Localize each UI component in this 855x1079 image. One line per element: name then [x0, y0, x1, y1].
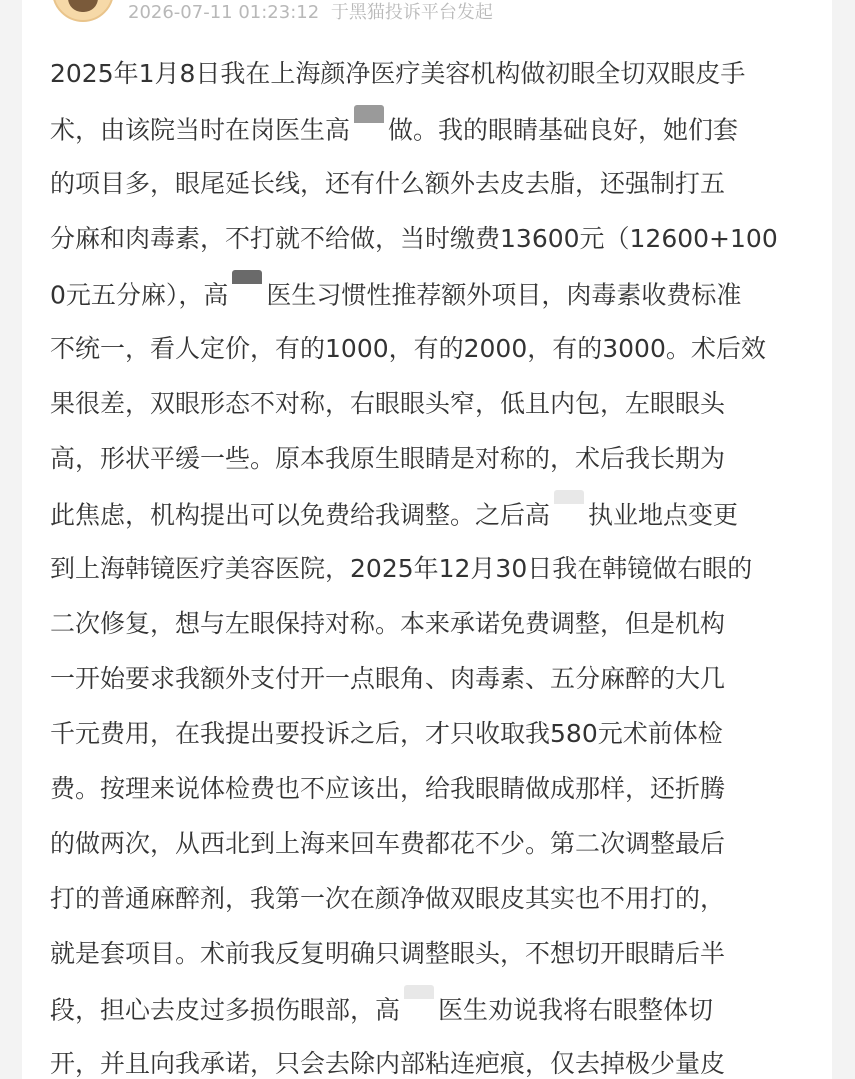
avatar-face — [68, 0, 98, 12]
body-line-text: 医生劝说我将右眼整体切 — [438, 995, 714, 1025]
redaction-mark — [550, 486, 588, 541]
body-line — [50, 871, 810, 926]
post-meta — [128, 0, 493, 26]
body-line-text: 术，由该院当时在岗医生高 — [50, 115, 351, 145]
body-line-text: 医生习惯性推荐额外项目，肉毒素收费标准 — [266, 280, 742, 310]
redaction-mark — [350, 101, 388, 156]
body-line — [50, 651, 810, 706]
body-line — [50, 156, 810, 211]
body-line — [50, 101, 810, 156]
complaint-card — [22, 0, 832, 1079]
body-line-text: 就是套项目。术前我反复明确只调整眼头，不想切开眼睛后半 — [50, 939, 726, 968]
body-line — [50, 1036, 810, 1079]
body-line — [50, 46, 810, 101]
body-line — [50, 761, 810, 816]
body-line-text: 0元五分麻），高 — [50, 280, 229, 310]
body-line-text: 一开始要求我额外支付开一点眼角、肉毒素、五分麻醉的大几 — [50, 664, 726, 693]
body-line-text: 段，担心去皮过多损伤眼部，高 — [50, 995, 401, 1025]
body-line-text: 此焦虑，机构提出可以免费给我调整。之后高 — [50, 500, 551, 530]
user-avatar[interactable] — [52, 0, 114, 22]
body-line — [50, 431, 810, 486]
body-line-text: 到上海韩镜医疗美容医院，2025年12月30日我在韩镜做右眼的 — [50, 554, 753, 583]
body-line-text: 分麻和肉毒素，不打就不给做，当时缴费13600元（12600+100 — [50, 224, 778, 253]
redaction-mark — [228, 266, 266, 321]
body-line — [50, 926, 810, 981]
body-line-text: 打的普通麻醉剂，我第一次在颜净做双眼皮其实也不用打的， — [50, 884, 726, 913]
body-line — [50, 541, 810, 596]
body-line — [50, 981, 810, 1036]
body-line — [50, 266, 810, 321]
redaction-shape — [400, 981, 438, 1023]
redaction-mark — [400, 981, 438, 1036]
redaction-shape — [228, 266, 266, 308]
body-line-text: 的做两次，从西北到上海来回车费都花不少。第二次调整最后 — [50, 829, 726, 858]
body-line-text: 的项目多，眼尾延长线，还有什么额外去皮去脂，还强制打五 — [50, 169, 726, 198]
redaction-shape — [550, 486, 588, 528]
post-source: 于黑猫投诉平台发起 — [330, 2, 493, 23]
post-timestamp: 2026-07-11 01:23:12 — [128, 2, 320, 23]
body-line — [50, 211, 810, 266]
body-line — [50, 321, 810, 376]
body-line-text: 执业地点变更 — [588, 500, 739, 530]
body-line-text: 2025年1月8日我在上海颜净医疗美容机构做初眼全切双眼皮手 — [50, 59, 746, 88]
body-line-text: 二次修复，想与左眼保持对称。本来承诺免费调整，但是机构 — [50, 609, 726, 638]
body-line-text: 不统一，看人定价，有的1000，有的2000，有的3000。术后效 — [50, 334, 766, 363]
body-line — [50, 376, 810, 431]
body-line-text: 果很差，双眼形态不对称，右眼眼头窄，低且内包，左眼眼头 — [50, 389, 726, 418]
body-line — [50, 706, 810, 761]
complaint-body — [50, 46, 810, 1079]
body-line — [50, 816, 810, 871]
body-line — [50, 486, 810, 541]
body-line-text: 千元费用，在我提出要投诉之后，才只收取我580元术前体检 — [50, 719, 723, 748]
body-line — [50, 596, 810, 651]
body-line-text: 做。我的眼睛基础良好，她们套 — [388, 115, 739, 145]
body-line-text: 开，并且向我承诺，只会去除内部粘连疤痕，仅去掉极少量皮 — [50, 1049, 726, 1078]
body-line-text: 高，形状平缓一些。原本我原生眼睛是对称的，术后我长期为 — [50, 444, 726, 473]
body-line-text: 费。按理来说体检费也不应该出，给我眼睛做成那样，还折腾 — [50, 774, 726, 803]
redaction-shape — [350, 101, 388, 143]
